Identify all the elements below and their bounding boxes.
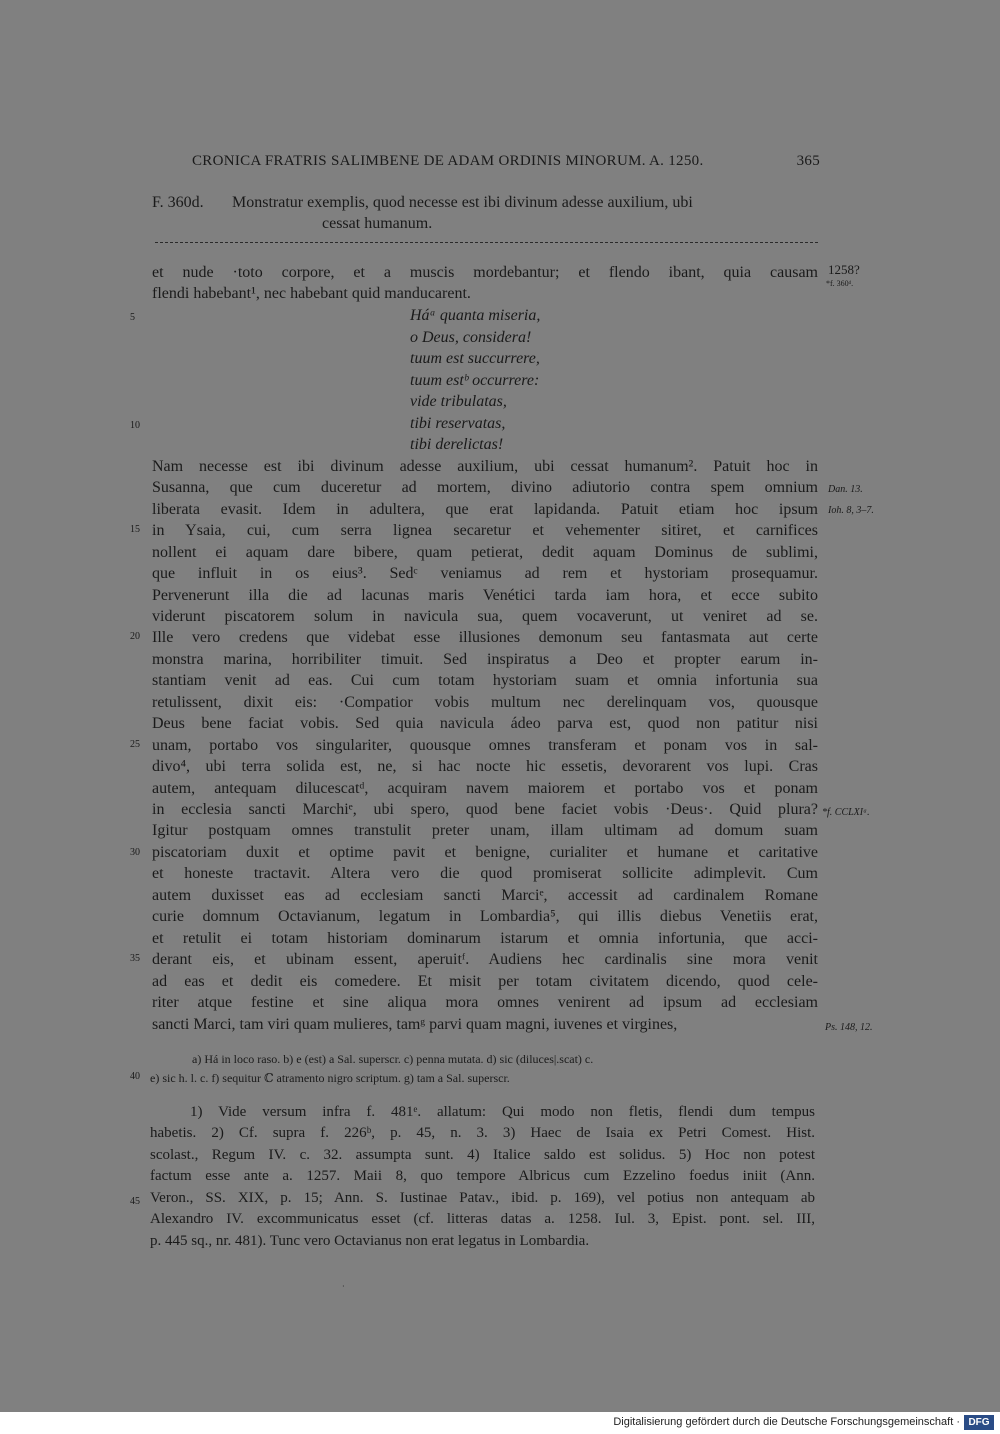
text-line: Ille vero credens que videbat esse illusiones demonum seu fantasmata aut certe xyxy=(152,629,818,646)
verse-line: o Deus, considera! xyxy=(410,329,532,346)
footer-bar xyxy=(0,1412,1000,1434)
margin-ps: Ps. 148, 12. xyxy=(825,1022,873,1033)
page-number: 365 xyxy=(796,153,820,169)
text-line: in ecclesia sancti Marchiᵉ, ubi spero, quod bene faciet vobis ·Deus·. Quid plura? xyxy=(152,801,818,818)
text-line: Susanna, que cum duceretur ad mortem, divino adiutorio contra spem omnium xyxy=(152,479,818,496)
text-line: piscatoriam duxit et optime pavit et benigne, curialiter et humane et caritative xyxy=(152,844,818,861)
line-number: 35 xyxy=(130,953,140,964)
verse-line: Háᵃ quanta miseria, xyxy=(410,307,541,324)
text-line: sancti Marci, tam viri quam mulieres, tamᵍ parvi quam magni, iuvenes et virgines, xyxy=(152,1016,678,1033)
line-number: 30 xyxy=(130,847,140,858)
text-line: autem, antequam dilucescatᵈ, acquiram navem maiorem et portabo vos et ponam xyxy=(152,780,818,797)
text-line: Pervenerunt illa die ad lacunas maris Venétici tarda iam hora, et ecce subito xyxy=(152,587,818,604)
summary-line-2: cessat humanum. xyxy=(322,215,433,232)
margin-dan: Dan. 13. xyxy=(828,484,863,495)
text-line: divo⁴, ubi terra solida est, ne, si hac nocte hic essetis, devorarent vos lupi. Cras xyxy=(152,758,818,775)
text-line: et honeste tractavit. Altera vero die quod promiserat sollicite adimplevit. Cum xyxy=(152,865,818,882)
text-line: ad eas et dedit eis comedere. Et misit per totam civitatem dicendo, quod cele- xyxy=(152,973,818,990)
footnote-line: 1) Vide versum infra f. 481ᵉ. allatum: Qui modo non fletis, flendi dum tempus xyxy=(190,1104,815,1120)
line-number: 25 xyxy=(130,739,140,750)
footer-text: Digitalisierung gefördert durch die Deutsche Forschungsgemeinschaft · xyxy=(613,1416,960,1428)
footnote-line: habetis. 2) Cf. supra f. 226ᵇ, p. 45, n. 3. 3) Haec de Isaia ex Petri Comest. Hist. xyxy=(150,1125,815,1141)
text-line: flendi habebant¹, nec habebant quid manducarent. xyxy=(152,285,471,302)
text-line: in Ysaia, cui, cum serra lignea secaretur et vehementer sitiret, et carnifices xyxy=(152,522,818,539)
separator-rule xyxy=(155,242,818,243)
line-number: 15 xyxy=(130,524,140,535)
chapter-summary xyxy=(152,192,820,234)
margin-folio: *f. 360ᵈ. xyxy=(826,279,854,288)
text-line: autem duxisset eas ad ecclesiam sancti Marciᵉ, accessit ad cardinalem Romane xyxy=(152,887,818,904)
text-line: Nam necesse est ibi divinum adesse auxilium, ubi cessat humanum². Patuit hoc in xyxy=(152,458,818,475)
verse-line: tibi derelictas! xyxy=(410,436,504,453)
text-line: curie domnum Octavianum, legatum in Lombardia⁵, qui illis diebus Venetiis erat, xyxy=(152,908,818,925)
margin-ioh: Ioh. 8, 3–7. xyxy=(828,505,874,516)
text-line: unam, portabo vos singulariter, quousque omnes transferam et ponam vos in sal- xyxy=(152,737,818,754)
line-number: 10 xyxy=(130,420,140,431)
line-number: 5 xyxy=(130,312,135,323)
critical-note-1: a) Há in loco raso. b) e (est) a Sal. superscr. c) penna mutata. d) sic (diluces|.scat) c. xyxy=(192,1052,594,1066)
folio-reference: F. 360d. xyxy=(152,194,204,211)
footnote-line: scolast., Regum IV. c. 32. assumpta sunt. 4) Italice saldo est solidus. 5) Hoc non potest xyxy=(150,1147,815,1163)
margin-year: 1258? xyxy=(828,262,860,277)
verse-line: tibi reservatas, xyxy=(410,415,506,432)
header-title: CRONICA FRATRIS SALIMBENE DE ADAM ORDINIS MINORUM. A. 1250. xyxy=(192,153,704,169)
footnote-line: factum esse ante a. 1257. Maii 8, quo tempore Albricus cum Ezzelino foedus iniit (Ann. xyxy=(150,1168,815,1184)
text-line: et retulit ei totam historiam dominarum istarum et omnia infortunia, que acci- xyxy=(152,930,818,947)
line-number: 45 xyxy=(130,1196,140,1207)
text-line: liberata evasit. Idem in adultera, que erat lapidanda. Patuit etiam hoc ipsum xyxy=(152,501,818,518)
text-line: riter atque festine et sine aliqua mora omnes venirent ad ipsum ad ecclesiam xyxy=(152,994,818,1011)
verse-line: vide tribulatas, xyxy=(410,393,507,410)
footnote-line: p. 445 sq., nr. 481). Tunc vero Octavianus non erat legatus in Lombardia. xyxy=(150,1233,590,1249)
stray-dot: · xyxy=(342,1282,345,1291)
text-line: que influit in os eius³. Sedᶜ veniamus ad rem et hystoriam prosequamur. xyxy=(152,565,818,582)
text-line: Igitur postquam omnes transtulit preter unam, illam ultimam ad domum suam xyxy=(152,822,818,839)
text-line: nollent ei aquam dare bibere, quam petierat, dedit aquam Dominus de sublimi, xyxy=(152,544,818,561)
critical-note-2: e) sic h. l. c. f) sequitur ℂ atramento nigro scriptum. g) tam a Sal. superscr. xyxy=(150,1071,510,1085)
footnote-line: Alexandro IV. excommunicatus esset (cf. litteras datas a. 1258. Iul. 3, Epist. pont. sel. III, xyxy=(150,1211,815,1227)
text-line: viderunt piscatorem solum in navicula sua, quem vocaverunt, ut veniret ad se. xyxy=(152,608,818,625)
verse-line: tuum est succurrere, xyxy=(410,350,540,367)
summary-line-1: Monstratur exemplis, quod necesse est ibi divinum adesse auxilium, ubi xyxy=(232,194,693,211)
text-line: et nude ·toto corpore, et a muscis mordebantur; et flendo ibant, quia causam xyxy=(152,264,818,281)
text-line: Deus bene faciat vobis. Sed quia navicula ádeo parva est, quod non patitur nisi xyxy=(152,715,818,732)
line-number: 40 xyxy=(130,1071,140,1082)
margin-cclxi: *f. CCLXIᵃ. xyxy=(822,807,870,818)
footnote-line: Veron., SS. XIX, p. 15; Ann. S. Iustinae Patav., ibid. p. 169), vel potius non antequam ab xyxy=(150,1190,815,1206)
dfg-logo-icon: DFG xyxy=(964,1415,994,1430)
line-number: 20 xyxy=(130,631,140,642)
text-line: monstra marina, horribiliter timuit. Sed inspiratus a Deo et propter earum in- xyxy=(152,651,818,668)
text-line: retulissent, dixit eis: ·Compatior vobis multum nec derelinquam vos, quousque xyxy=(152,694,818,711)
running-header xyxy=(192,153,820,170)
verse-line: tuum estᵇ occurrere: xyxy=(410,372,540,389)
text-line: stantiam venit ad eas. Cui cum totam hystoriam suam et omnia infortunia sua xyxy=(152,672,818,689)
text-line: derant eis, et ubinam essent, aperuitᶠ. Audiens hec cardinalis sine mora venit xyxy=(152,951,818,968)
